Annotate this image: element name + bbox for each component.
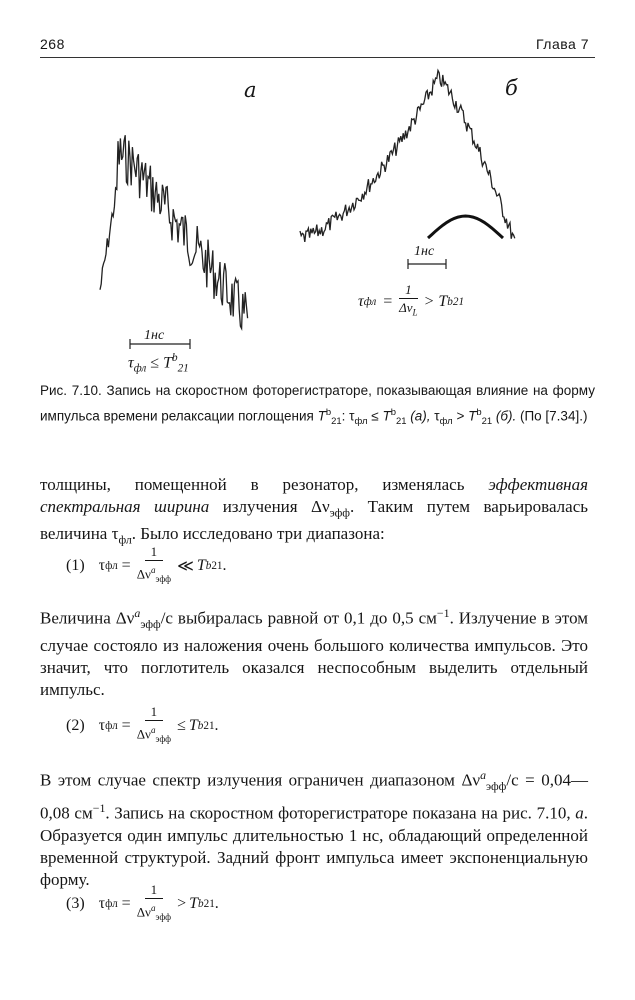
equals-sign: = bbox=[121, 894, 131, 912]
den-sup: a bbox=[150, 725, 156, 735]
caption-relation: > bbox=[456, 408, 465, 424]
figure-7-10 bbox=[0, 60, 635, 380]
relation-sign: ≪ bbox=[177, 557, 194, 575]
caption-text: Рис. 7.10. Запись на скоростном фоторегистраторе, показывающая влияние на форму импульса времени релаксации поглощения bbox=[40, 383, 595, 424]
tau-symbol: τ bbox=[128, 354, 134, 372]
equals-sign: = bbox=[121, 556, 131, 574]
oscillogram-trace-b bbox=[300, 71, 515, 242]
scale-label-a: 1нс bbox=[144, 328, 165, 343]
header-rule bbox=[40, 57, 595, 58]
t-sup: b bbox=[198, 897, 204, 910]
tau-subscript: фл bbox=[133, 362, 147, 375]
delta-nu: Δν bbox=[136, 566, 151, 582]
den-sub: эфф bbox=[155, 911, 172, 922]
caption-sup: b bbox=[476, 407, 482, 418]
superscript: a bbox=[134, 606, 141, 620]
period: . bbox=[214, 894, 219, 912]
nu-subscript: L bbox=[412, 307, 418, 318]
caption-sup: b bbox=[325, 407, 332, 418]
numerator: 1 bbox=[145, 882, 164, 899]
page-number: 268 bbox=[40, 36, 65, 52]
equals-sign: = bbox=[121, 716, 131, 734]
equation-3 bbox=[66, 882, 219, 926]
text: /c = 0,04—0,08 см bbox=[40, 770, 588, 823]
text: . Запись на скоростном фоторегистраторе показана на рис. 7.10, bbox=[105, 803, 571, 823]
caption-text: τ bbox=[434, 408, 440, 424]
t-symbol: T bbox=[163, 354, 172, 372]
relation-sign: > bbox=[423, 292, 435, 310]
scale-label-b: 1нс bbox=[414, 244, 435, 259]
caption-sub: 21 bbox=[331, 416, 342, 428]
caption-text: : τ bbox=[341, 408, 355, 424]
text: . Излучение в этом случае состояло из наложения очень большого количества импульсов. Это значит, что поглотитель оказался неспособным выделить отдельный импульс. bbox=[40, 608, 589, 700]
den-sup: a bbox=[150, 903, 156, 913]
equation-2 bbox=[66, 704, 219, 748]
t-symbol: T bbox=[438, 292, 448, 310]
caption-case-a: (a), bbox=[410, 408, 431, 424]
numerator: 1 bbox=[145, 544, 164, 561]
caption-t-symbol: T bbox=[382, 408, 391, 424]
t-sub: 21 bbox=[203, 897, 215, 910]
caption-reference: (По [7.34].) bbox=[519, 408, 588, 424]
equation-1 bbox=[66, 544, 227, 588]
numerator: 1 bbox=[145, 704, 164, 721]
tau-symbol: τ bbox=[98, 556, 106, 574]
text: . Образуется один импульс длительностью 1 нс, обладающий определенной временной структурой. Задний фронт импульса имеет экспоненциальную форму. bbox=[40, 803, 588, 889]
paragraph-1 bbox=[40, 474, 588, 551]
caption-sub: 21 bbox=[481, 416, 493, 428]
den-sub: эфф bbox=[155, 733, 172, 744]
fraction bbox=[399, 282, 418, 322]
oscillogram-trace-a bbox=[100, 135, 248, 328]
text: Величина Δν bbox=[40, 608, 135, 628]
period: . bbox=[222, 556, 227, 574]
subscript: эфф bbox=[140, 617, 161, 632]
subscript: фл bbox=[118, 532, 132, 547]
t-subscript: 21 bbox=[177, 362, 189, 375]
tau-symbol: τ bbox=[98, 716, 106, 734]
relation-sign: > bbox=[177, 894, 187, 912]
scale-bar-b bbox=[408, 259, 446, 269]
tau-symbol: τ bbox=[358, 292, 364, 310]
text: В этом случае спектр излучения ограничен диапазоном Δν bbox=[40, 770, 481, 790]
text: /c выбиралась равной от 0,1 до 0,5 см bbox=[160, 608, 437, 628]
fraction bbox=[137, 544, 171, 588]
caption-sub: 21 bbox=[395, 416, 407, 428]
t-superscript: b bbox=[171, 352, 178, 364]
equation-number: (3) bbox=[66, 894, 85, 912]
t-symbol: T bbox=[188, 716, 198, 734]
delta-nu: Δν bbox=[399, 300, 413, 315]
equals-sign: = bbox=[382, 292, 394, 310]
denominator bbox=[137, 721, 171, 748]
denominator bbox=[137, 561, 171, 588]
superscript: −1 bbox=[436, 606, 450, 620]
caption-sup: b bbox=[390, 407, 396, 418]
emphasis: а bbox=[575, 803, 584, 823]
subscript: эфф bbox=[486, 779, 507, 794]
figure-formula-b bbox=[358, 282, 464, 322]
equation-number: (1) bbox=[66, 556, 85, 574]
t-sup: b bbox=[197, 719, 204, 732]
fraction bbox=[137, 704, 171, 748]
tau-subscript: фл bbox=[363, 295, 377, 308]
relation-sign: ≤ bbox=[150, 354, 160, 372]
caption-t-symbol: T bbox=[317, 408, 326, 424]
caption-sub: фл bbox=[354, 416, 368, 428]
figure-formula-a bbox=[128, 352, 189, 375]
paragraph-2 bbox=[40, 602, 588, 701]
caption-sub: фл bbox=[439, 416, 453, 428]
caption-t-symbol: T bbox=[468, 408, 477, 424]
superscript: a bbox=[480, 768, 487, 782]
figure-caption bbox=[40, 380, 595, 433]
oscillogram-trace-b-smooth bbox=[428, 216, 503, 238]
tau-subscript: фл bbox=[105, 559, 118, 572]
t-superscript: b bbox=[447, 295, 453, 308]
subscript: эфф bbox=[329, 505, 351, 520]
fraction bbox=[137, 882, 171, 926]
figure-label-b: б bbox=[505, 76, 518, 100]
delta-nu: Δν bbox=[136, 726, 151, 742]
tau-subscript: фл bbox=[105, 719, 118, 732]
superscript: −1 bbox=[92, 801, 106, 816]
tau-symbol: τ bbox=[98, 894, 106, 912]
tau-subscript: фл bbox=[105, 897, 118, 910]
text: толщины, помещенной в резонатор, изменялась bbox=[40, 475, 465, 494]
figure-label-a: a bbox=[244, 78, 257, 102]
numerator: 1 bbox=[399, 282, 418, 299]
den-sub: эфф bbox=[155, 573, 172, 584]
denominator bbox=[399, 299, 417, 322]
period: . bbox=[214, 716, 219, 734]
t-symbol: T bbox=[189, 894, 199, 912]
caption-relation: ≤ bbox=[371, 408, 379, 424]
denominator bbox=[137, 899, 171, 926]
relation-sign: ≤ bbox=[177, 716, 186, 734]
emphasis: эффективная спектральная ширина bbox=[40, 475, 588, 516]
chapter-title: Глава 7 bbox=[536, 36, 589, 52]
t-sup: b bbox=[205, 559, 212, 572]
caption-case-b: (б). bbox=[495, 408, 517, 424]
paragraph-3 bbox=[40, 764, 588, 891]
den-sup: a bbox=[150, 565, 156, 575]
delta-nu: Δν bbox=[136, 904, 151, 920]
text: . Таким путем варьировалась величина τ bbox=[40, 497, 588, 544]
text: излучения Δν bbox=[222, 497, 330, 516]
text: . Было исследовано три диапазона: bbox=[131, 524, 385, 544]
equation-number: (2) bbox=[66, 716, 85, 734]
t-subscript: 21 bbox=[452, 295, 465, 308]
t-sub: 21 bbox=[203, 719, 215, 732]
t-sub: 21 bbox=[211, 559, 223, 572]
t-symbol: T bbox=[196, 556, 206, 574]
